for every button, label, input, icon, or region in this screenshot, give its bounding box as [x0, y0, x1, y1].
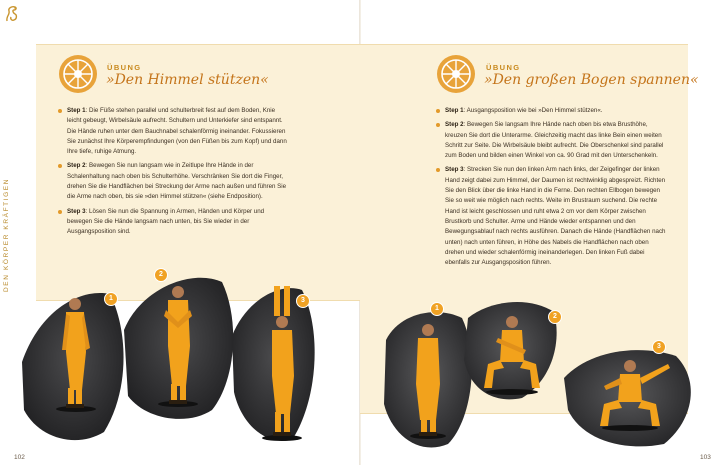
- bullet-icon: [436, 168, 440, 172]
- step-text: : Bewegen Sie nun langsam wie in Zeitlupe Ihre Hände in der Schalenhaltung nach oben bis Schulterhöhe. Verschränken Sie dort die Finger, drehen Sie die Handflächen bei Streckung der Arme nach außen und führen Sie die Arme nach oben, bis sie »den Himmel stützen« (siehe Endposition).: [67, 162, 287, 201]
- step-badge: 1: [430, 302, 444, 316]
- page-number: 102: [14, 454, 25, 461]
- step-tag: Step 2: [445, 121, 464, 129]
- step-badge: 2: [154, 268, 168, 282]
- step-item: [58, 161, 290, 202]
- side-strip: [0, 0, 22, 465]
- step-item: [436, 120, 668, 161]
- step-list: [436, 106, 668, 272]
- exercise-kicker: ÜBUNG: [107, 63, 142, 72]
- section-label: DEN KÖRPER KRÄFTIGEN: [3, 178, 10, 292]
- wheel-emblem-icon: [58, 54, 98, 94]
- page-number: 103: [700, 454, 711, 461]
- step-item: [58, 207, 290, 238]
- step-tag: Step 3: [67, 207, 86, 215]
- photo-step-1-right: [384, 312, 472, 447]
- step-item: [58, 106, 290, 157]
- wheel-emblem-icon: [436, 54, 476, 94]
- bullet-icon: [58, 109, 62, 113]
- bullet-icon: [58, 210, 62, 214]
- step-badge: 1: [104, 292, 118, 306]
- step-text: : Strecken Sie nun den linken Arm nach links, der Zeigefinger der linken Hand zeigt dabei zum Himmel, der Daumen ist rechtwinklig abgespreizt. Richten Sie den Blick über die linke Hand in die Ferne. Den rechten Ellbogen bewegen Sie so weit wie möglich nach rechts. Weite im Brustraum suchend. Die rechte Hand ist leicht geschlossen und ruht etwa 2 cm vor dem Körper zwischen Brustkorb und Schulter. Arme und Hände wieder entspannen und den Bewegungsablauf nach rechts ausführen. Danach die Hände (Handflächen nach unten) nach unten führen, in Höhe des Nabels die Handflächen nach oben drehen und wieder schalenförmig ineinanderlegen. Den linken Fuß dabei ebenfalls zur Ausgangsposition führen.: [445, 166, 666, 267]
- step-tag: Step 1: [67, 107, 86, 114]
- exercise-title: »Den großen Bogen spannen«: [484, 72, 699, 88]
- exercise-title: »Den Himmel stützen«: [106, 72, 269, 88]
- step-item: [436, 106, 668, 116]
- step-tag: Step 1: [445, 107, 464, 114]
- step-text: : Lösen Sie nun die Spannung in Armen, Händen und Körper und bewegen Sie die Hände langsam nach unten, bis Sie wieder in der Ausgangsposition sind.: [67, 207, 265, 236]
- step-item: [436, 165, 668, 268]
- dragon-icon: [4, 4, 20, 24]
- step-tag: Step 2: [67, 162, 86, 170]
- bullet-icon: [58, 164, 62, 168]
- step-tag: Step 3: [445, 166, 464, 174]
- bullet-icon: [436, 109, 440, 113]
- step-badge: 2: [548, 310, 562, 324]
- step-badge: 3: [652, 340, 666, 354]
- step-text: : Ausgangsposition wie bei »Den Himmel stützen«.: [463, 107, 603, 114]
- step-text: : Die Füße stehen parallel und schulterbreit fest auf dem Boden, Knie leicht gebeugt, Wirbelsäule aufrecht. Schultern und Unterkiefer sind entspannt. Die Hände ruhen unter dem Bauchnabel schalenförmig ineinander. Fokussieren Sie zunächst Ihre Körperempfindungen (von den Füßen bis zum Kopf) und dann Ihre tiefe, ruhige Atmung.: [67, 107, 287, 156]
- step-badge: 3: [296, 294, 310, 308]
- bullet-icon: [436, 123, 440, 127]
- step-text: : Bewegen Sie langsam Ihre Hände nach oben bis etwa Brusthöhe, kreuzen Sie dort die Unterarme. Gleichzeitig macht das linke Bein einen weiten Schritt zur Seite. Die Wirbelsäule bleibt aufrecht. Die Oberschenkel sind parallel zum Boden und bilden einen Winkel von ca. 90 Grad mit den Unterschenkeln.: [445, 121, 664, 160]
- step-list: [58, 106, 290, 242]
- exercise-kicker: ÜBUNG: [486, 63, 521, 72]
